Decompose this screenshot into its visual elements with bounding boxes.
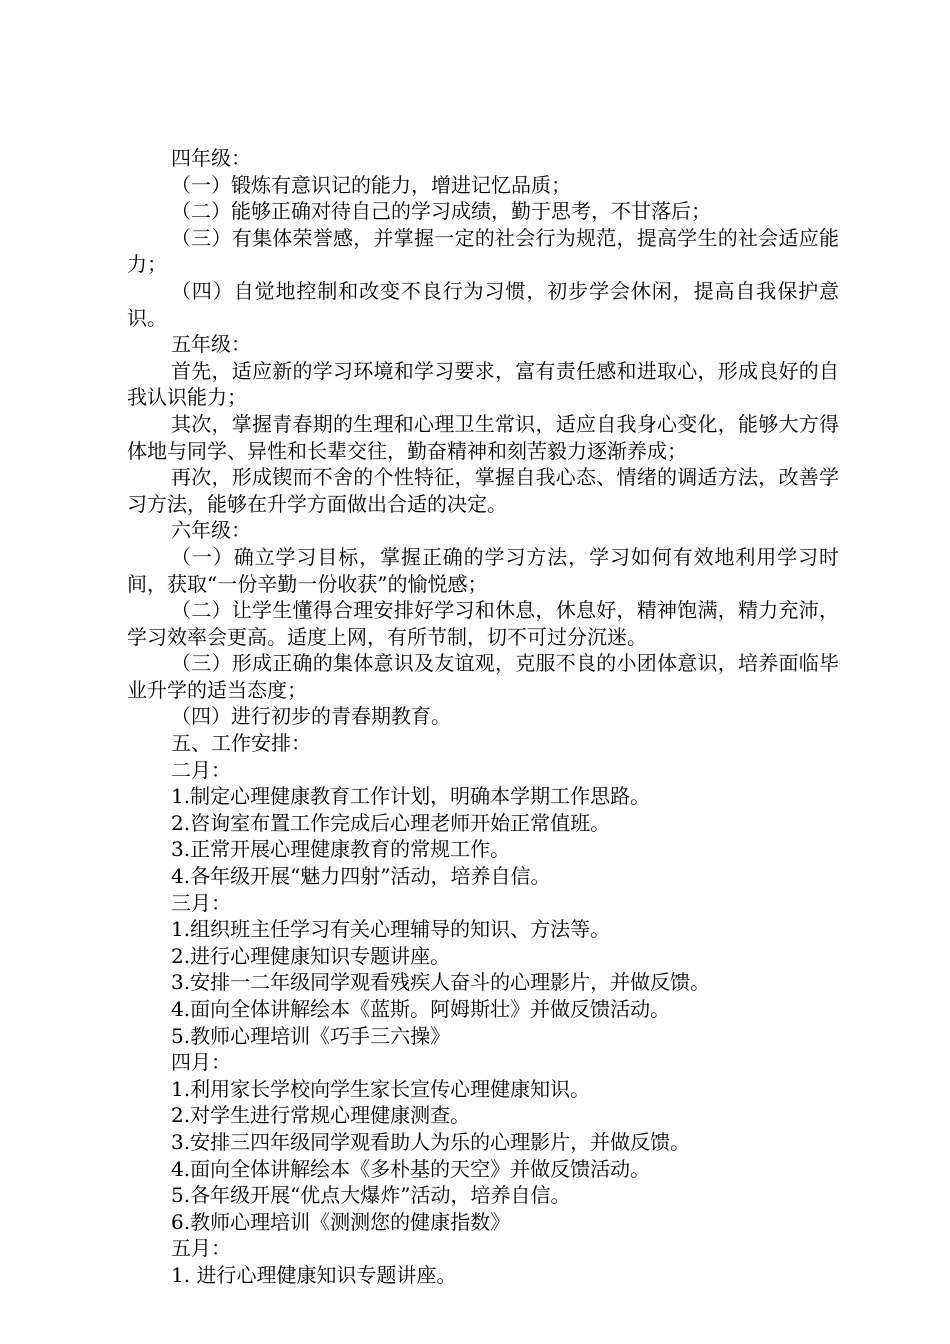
- grade5-item-1: 首先，适应新的学习环境和学习要求，富有责任感和进取心，形成良好的自我认识能力；: [127, 358, 839, 410]
- mar-item-2: 2.进行心理健康知识专题讲座。: [171, 943, 451, 968]
- feb-item-4: 4.各年级开展“魅力四射”活动，培养自信。: [171, 864, 551, 889]
- apr-item-3: 3.安排三四年级同学观看助人为乐的心理影片，并做反馈。: [171, 1129, 691, 1154]
- mar-item-4: 4.面向全体讲解绘本《蓝斯。阿姆斯壮》并做反馈活动。: [171, 997, 671, 1021]
- grade6-heading: 六年级：: [171, 518, 251, 543]
- grade6-item-4: （四）进行初步的青春期教育。: [171, 704, 451, 729]
- grade4-item-2: （二）能够正确对待自己的学习成绩，勤于思考，不甘落后；: [171, 199, 711, 224]
- grade4-heading: 四年级：: [171, 146, 251, 170]
- apr-item-6: 6.教师心理培训《测测您的健康指数》: [171, 1209, 511, 1234]
- grade5-item-3: 再次，形成锲而不舍的个性特征，掌握自我心态、情绪的调适方法，改善学习方法，能够在升学方面做出合适的决定。: [127, 465, 839, 516]
- grade4-item-1: （一）锻炼有意识记的能力，增进记忆品质；: [171, 172, 571, 197]
- grade5-item-2: 其次，掌握青春期的生理和心理卫生常识，适应自我身心变化，能够大方得体地与同学、异性和长辈交往，勤奋精神和刻苦毅力逐渐养成；: [127, 411, 839, 463]
- document-page: [127, 145, 839, 1289]
- mar-item-1: 1.组织班主任学习有关心理辅导的知识、方法等。: [171, 917, 611, 942]
- mar-item-5: 5.教师心理培训《巧手三六操》: [171, 1023, 451, 1048]
- section5-heading: 五、工作安排：: [171, 731, 311, 756]
- feb-item-1: 1.制定心理健康教育工作计划，明确本学期工作思路。: [171, 784, 651, 809]
- feb-item-3: 3.正常开展心理健康教育的常规工作。: [171, 837, 511, 862]
- mar-heading: 三月：: [171, 890, 231, 915]
- grade5-heading: 五年级：: [171, 332, 251, 357]
- feb-heading: 二月：: [171, 757, 231, 782]
- may-heading: 五月：: [171, 1236, 231, 1261]
- apr-item-5: 5.各年级开展“优点大爆炸”活动，培养自信。: [171, 1183, 571, 1208]
- grade4-item-3: （三）有集体荣誉感，并掌握一定的社会行为规范，提高学生的社会适应能力；: [127, 225, 839, 277]
- apr-item-1: 1.利用家长学校向学生家长宣传心理健康知识。: [171, 1076, 591, 1101]
- apr-heading: 四月：: [171, 1050, 231, 1075]
- apr-item-4: 4.面向全体讲解绘本《多朴基的天空》并做反馈活动。: [171, 1156, 651, 1181]
- grade6-item-2: （二）让学生懂得合理安排好学习和休息，休息好，精神饱满，精力充沛，学习效率会更高。适度上网，有所节制，切不可过分沉迷。: [127, 598, 839, 649]
- grade6-item-1: （一）确立学习目标，掌握正确的学习方法，学习如何有效地利用学习时间，获取“一份辛勤一份收获”的愉悦感；: [127, 544, 839, 596]
- mar-item-3: 3.安排一二年级同学观看残疾人奋斗的心理影片，并做反馈。: [171, 970, 711, 995]
- may-item-1: 1. 进行心理健康知识专题讲座。: [171, 1262, 457, 1287]
- grade6-item-3: （三）形成正确的集体意识及友谊观，克服不良的小团体意识，培养面临毕业升学的适当态度；: [127, 651, 839, 702]
- apr-item-2: 2.对学生进行常规心理健康测查。: [171, 1103, 471, 1128]
- grade4-item-4: （四）自觉地控制和改变不良行为习惯，初步学会休闲，提高自我保护意识。: [127, 278, 839, 330]
- feb-item-2: 2.咨询室布置工作完成后心理老师开始正常值班。: [171, 810, 611, 835]
